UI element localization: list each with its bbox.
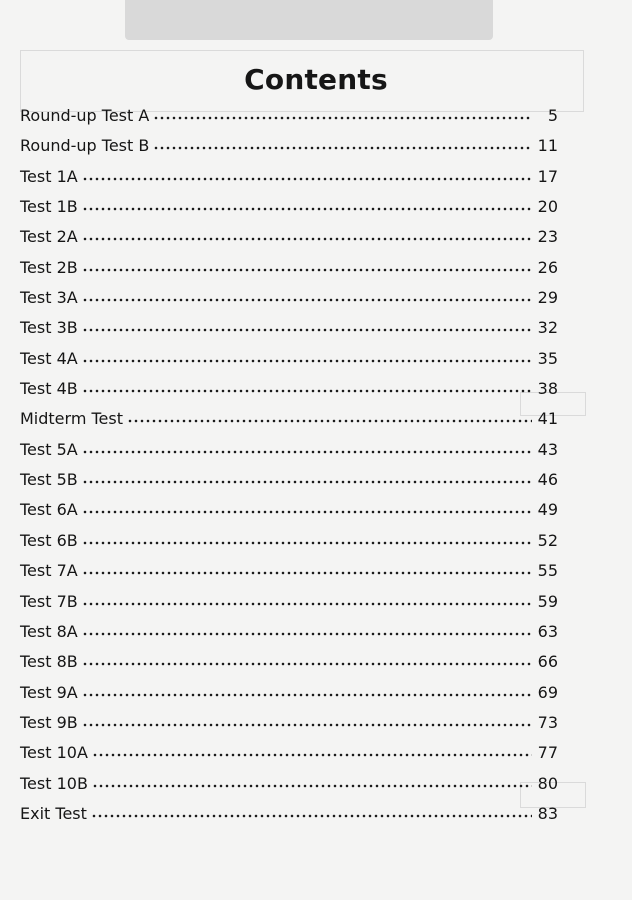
table-of-contents: [20, 106, 558, 834]
toc-entry-page-number: 83: [537, 803, 558, 823]
dot-leader: [92, 784, 532, 788]
dot-leader: [82, 237, 532, 241]
toc-entry-page-number: 59: [537, 591, 558, 611]
toc-entry-label: Test 2A: [20, 227, 78, 247]
toc-entry[interactable]: [20, 440, 558, 470]
toc-entry-label: Round-up Test B: [20, 136, 150, 156]
toc-entry-page-number: 49: [537, 500, 558, 520]
toc-entry[interactable]: [20, 470, 558, 500]
toc-entry-page-number: 26: [537, 257, 558, 277]
toc-entry-page-number: 35: [537, 348, 558, 368]
toc-entry[interactable]: [20, 258, 558, 288]
page-title: Contents: [244, 62, 388, 96]
toc-entry-page-number: 5: [547, 106, 558, 125]
dot-leader: [82, 632, 532, 636]
toc-entry-label: Test 10B: [20, 773, 88, 793]
toc-entry[interactable]: [20, 804, 558, 834]
dot-leader: [91, 814, 532, 818]
dot-leader: [82, 693, 532, 697]
toc-entry-page-number: 32: [537, 318, 558, 338]
toc-entry[interactable]: [20, 622, 558, 652]
dot-leader: [153, 116, 532, 120]
toc-entry-page-number: 55: [537, 561, 558, 581]
toc-entry-label: Test 8A: [20, 621, 78, 641]
toc-entry[interactable]: [20, 106, 558, 136]
toc-entry-page-number: 17: [537, 166, 558, 186]
toc-entry[interactable]: [20, 774, 558, 804]
toc-entry[interactable]: [20, 561, 558, 591]
toc-entry-label: Midterm Test: [20, 409, 123, 429]
toc-entry-label: Test 7A: [20, 561, 78, 581]
toc-entry-page-number: 66: [537, 652, 558, 672]
toc-entry[interactable]: [20, 683, 558, 713]
toc-entry[interactable]: [20, 167, 558, 197]
toc-entry-label: Test 2B: [20, 257, 78, 277]
dot-leader: [82, 389, 532, 393]
dot-leader: [127, 419, 532, 423]
toc-entry[interactable]: [20, 349, 558, 379]
toc-entry[interactable]: [20, 227, 558, 257]
dot-leader: [82, 177, 532, 181]
toc-entry-page-number: 46: [537, 470, 558, 490]
toc-entry[interactable]: [20, 531, 558, 561]
toc-entry-label: Test 4B: [20, 379, 78, 399]
toc-entry-page-number: 69: [537, 682, 558, 702]
toc-entry-label: Test 6A: [20, 500, 78, 520]
dot-leader: [82, 298, 532, 302]
toc-entry[interactable]: [20, 197, 558, 227]
toc-entry-page-number: 20: [537, 197, 558, 217]
toc-entry[interactable]: [20, 500, 558, 530]
toc-entry-page-number: 38: [537, 379, 558, 399]
dot-leader: [153, 146, 532, 150]
toc-entry-label: Test 1A: [20, 166, 78, 186]
dot-leader: [82, 480, 532, 484]
toc-entry-label: Test 4A: [20, 348, 78, 368]
toc-entry-label: Test 7B: [20, 591, 78, 611]
toc-entry-label: Exit Test: [20, 803, 87, 823]
toc-entry-page-number: 63: [537, 621, 558, 641]
toc-entry-page-number: 80: [537, 773, 558, 793]
toc-entry[interactable]: [20, 713, 558, 743]
dot-leader: [82, 268, 532, 272]
show-through-banner: [125, 0, 493, 40]
toc-entry[interactable]: [20, 592, 558, 622]
toc-entry-label: Round-up Test A: [20, 106, 150, 125]
toc-entry-page-number: 29: [537, 288, 558, 308]
toc-entry[interactable]: [20, 288, 558, 318]
toc-entry-page-number: 23: [537, 227, 558, 247]
toc-entry-page-number: 41: [537, 409, 558, 429]
toc-entry[interactable]: [20, 379, 558, 409]
toc-entry-page-number: 11: [537, 136, 558, 156]
toc-entry-page-number: 52: [537, 530, 558, 550]
toc-entry-page-number: 77: [537, 743, 558, 763]
toc-entry-label: Test 5A: [20, 439, 78, 459]
toc-entry-page-number: 43: [537, 439, 558, 459]
dot-leader: [82, 450, 532, 454]
dot-leader: [82, 328, 532, 332]
toc-entry[interactable]: [20, 652, 558, 682]
dot-leader: [82, 662, 532, 666]
toc-entry-label: Test 8B: [20, 652, 78, 672]
dot-leader: [82, 510, 532, 514]
dot-leader: [82, 571, 532, 575]
toc-entry-label: Test 6B: [20, 530, 78, 550]
toc-entry[interactable]: [20, 136, 558, 166]
toc-entry-label: Test 5B: [20, 470, 78, 490]
toc-entry[interactable]: [20, 743, 558, 773]
toc-entry-label: Test 9A: [20, 682, 78, 702]
toc-entry-label: Test 3A: [20, 288, 78, 308]
toc-entry[interactable]: [20, 409, 558, 439]
toc-entry[interactable]: [20, 318, 558, 348]
dot-leader: [82, 359, 532, 363]
dot-leader: [82, 541, 532, 545]
dot-leader: [82, 207, 532, 211]
dot-leader: [92, 753, 532, 757]
dot-leader: [82, 602, 532, 606]
toc-entry-label: Test 1B: [20, 197, 78, 217]
dot-leader: [82, 723, 532, 727]
toc-entry-page-number: 73: [537, 712, 558, 732]
toc-entry-label: Test 10A: [20, 743, 88, 763]
toc-entry-label: Test 3B: [20, 318, 78, 338]
toc-entry-label: Test 9B: [20, 712, 78, 732]
